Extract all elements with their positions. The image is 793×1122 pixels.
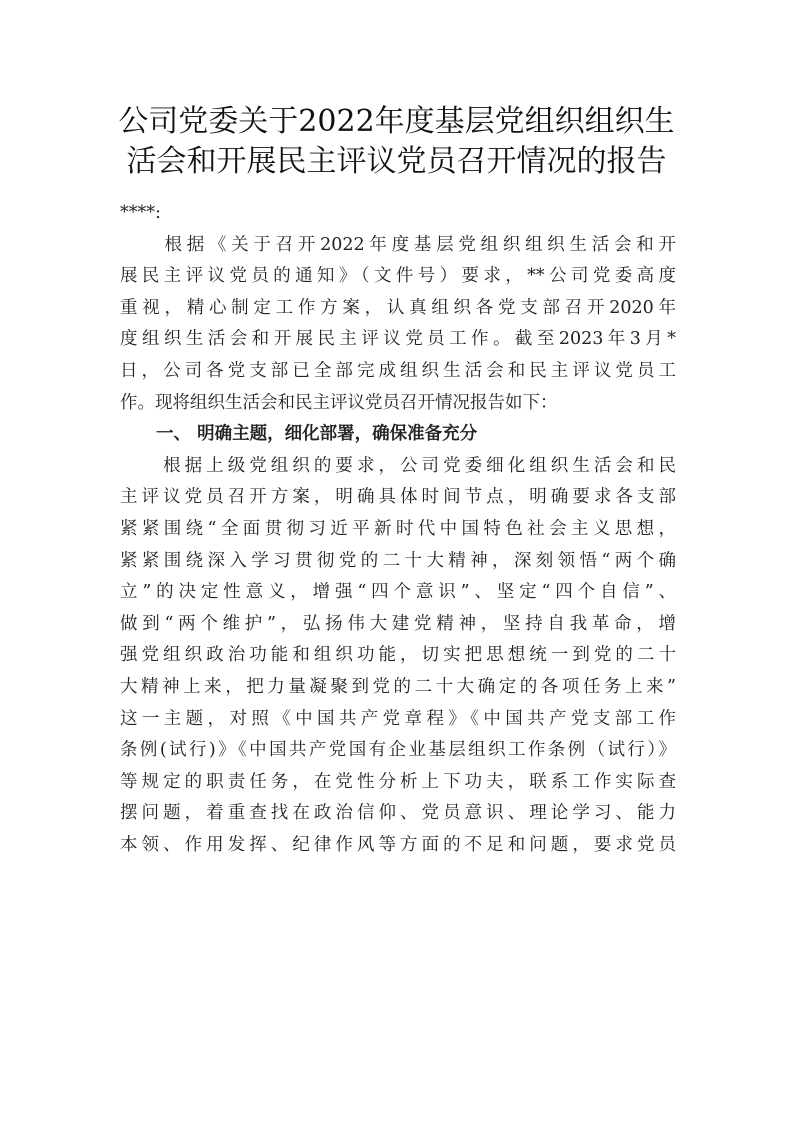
paragraph-line: 本领、作用发挥、纪律作风等方面的不足和问题，要求党员 <box>120 834 676 855</box>
title-line-2: 活会和开展民主评议党员召开情况的报告 <box>126 144 667 179</box>
section-1-paragraph <box>120 451 676 862</box>
intro-paragraph <box>120 230 676 420</box>
paragraph-line: 强党组织政治功能和组织功能，切实把思想统一到党的二十 <box>120 645 676 666</box>
salutation: ****: <box>120 203 161 223</box>
section-heading-1: 一、 明确主题，细化部署，确保准备充分 <box>156 424 478 445</box>
document-body <box>120 198 676 861</box>
paragraph-line: 主评议党员召开方案，明确具体时间节点，明确要求各支部 <box>120 487 676 508</box>
document-title <box>100 102 693 182</box>
paragraph-line: 做到“两个维护”，弘扬伟大建党精神，坚持自我革命，增 <box>120 613 676 634</box>
paragraph-line: 紧紧围绕深入学习贯彻党的二十大精神，深刻领悟“两个确 <box>120 550 676 571</box>
paragraph-line: 重视，精心制定工作方案，认真组织各党支部召开2020年 <box>120 297 676 318</box>
title-line-1: 公司党委关于2022年度基层党组织组织生 <box>118 104 675 139</box>
paragraph-line: 作。现将组织生活会和民主评议党员召开情况报告如下： <box>120 392 558 413</box>
paragraph-line: 日，公司各党支部已全部完成组织生活会和民主评议党员工 <box>120 360 676 381</box>
paragraph-line: 立”的决定性意义，增强“四个意识”、坚定“四个自信”、 <box>120 582 676 603</box>
paragraph-line: 度组织生活会和开展民主评议党员工作。截至2023年3月* <box>120 329 676 350</box>
paragraph-line: 紧紧围绕“全面贯彻习近平新时代中国特色社会主义思想， <box>120 518 676 539</box>
paragraph-line: 这一主题，对照《中国共产党章程》《中国共产党支部工作 <box>120 708 676 729</box>
paragraph-line: 大精神上来，把力量凝聚到党的二十大确定的各项任务上来” <box>120 676 676 697</box>
paragraph-line: 展民主评议党员的通知》（文件号）要求，**公司党委高度 <box>120 266 676 287</box>
paragraph-line: 根据《关于召开2022年度基层党组织组织生活会和开 <box>120 234 676 255</box>
paragraph-line: 根据上级党组织的要求，公司党委细化组织生活会和民 <box>120 455 676 476</box>
paragraph-line: 条例(试行)》《中国共产党国有企业基层组织工作条例（试行）》 <box>120 740 676 761</box>
paragraph-line: 摆问题，着重查找在政治信仰、党员意识、理论学习、能力 <box>120 803 676 824</box>
paragraph-line: 等规定的职责任务，在党性分析上下功夫，联系工作实际查 <box>120 771 676 792</box>
